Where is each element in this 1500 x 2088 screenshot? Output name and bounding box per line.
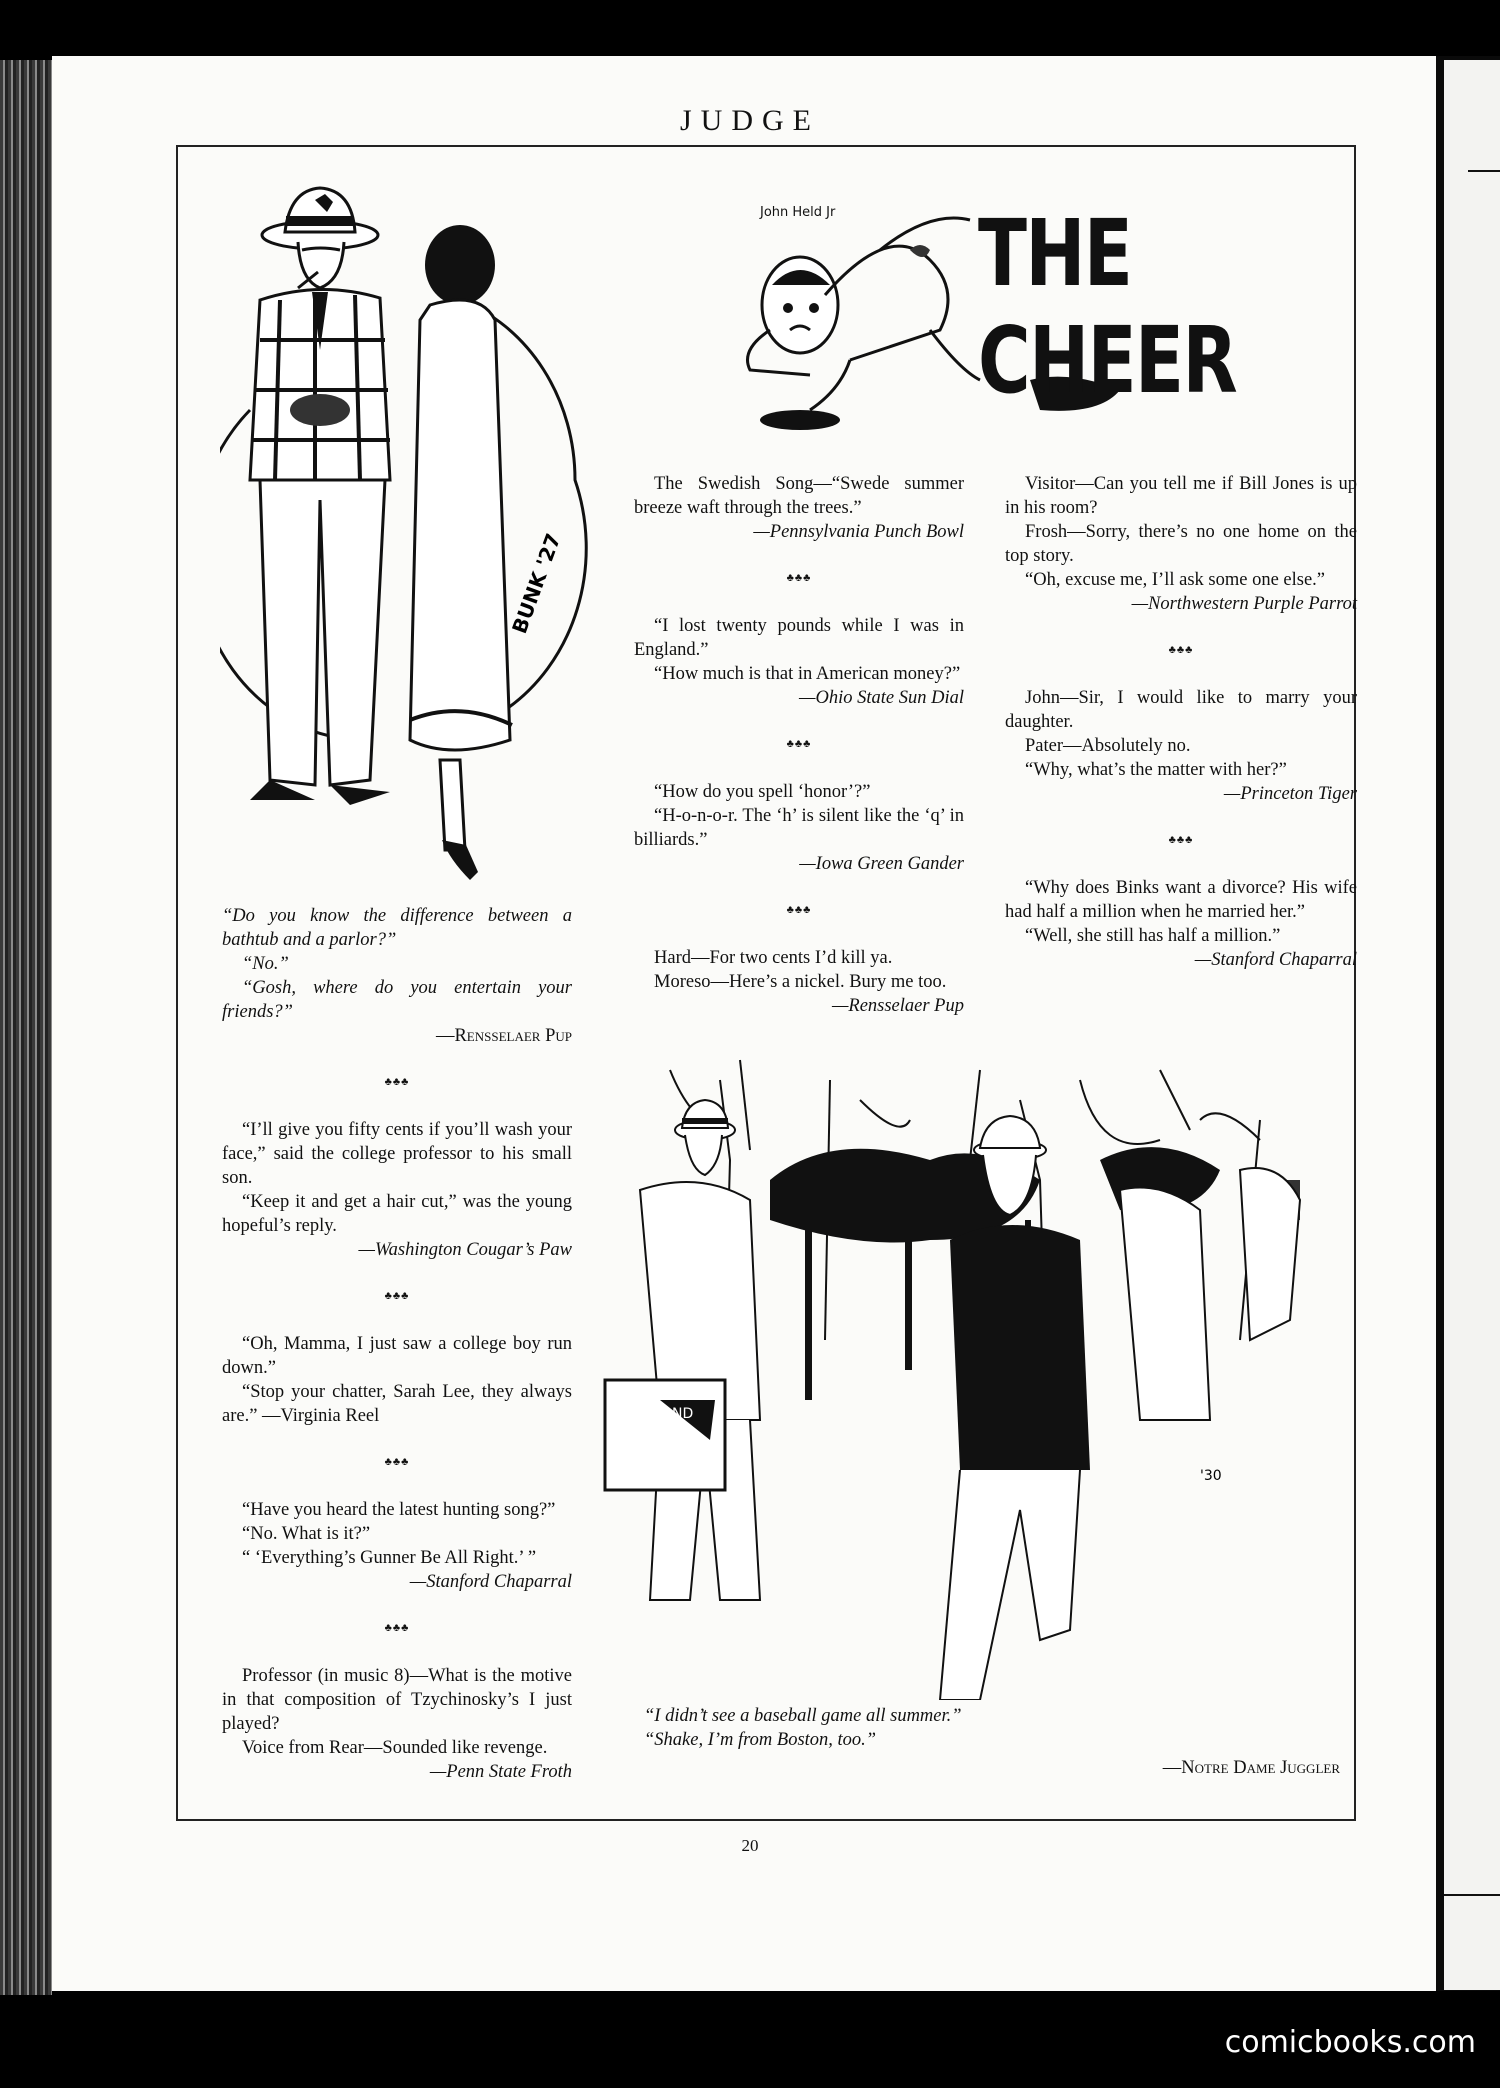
- joke-line: “Keep it and get a hair cut,” was the young hopeful’s reply.: [222, 1192, 572, 1236]
- book-spine-edge: [0, 60, 52, 1995]
- joke-line: “Stop your chatter, Sarah Lee, they always are.” —Virginia Reel: [222, 1382, 572, 1426]
- artist-date: '30: [1200, 1468, 1222, 1484]
- joke-line: “I’ll give you fifty cents if you’ll wash your face,” said the college professor to his small son.: [222, 1120, 572, 1188]
- cheer-illustration: [730, 200, 990, 450]
- joke-line: Visitor—Can you tell me if Bill Jones is up in his room?: [1005, 474, 1357, 518]
- joke-line: Professor (in music 8)—What is the motive in that composition of Tzychinosky’s I just played?: [222, 1666, 572, 1734]
- caption-line: “I didn’t see a baseball game all summer.”: [644, 1706, 962, 1726]
- joke-source: —Pennsylvania Punch Bowl: [753, 522, 964, 542]
- site-watermark: comicbooks.com: [1224, 2025, 1476, 2060]
- separator: ♣♣♣: [384, 1076, 410, 1088]
- joke-source: —Ohio State Sun Dial: [799, 688, 964, 708]
- joke-line: “H-o-n-o-r. The ‘h’ is silent like the ‘q’ in billiards.”: [634, 806, 964, 850]
- joke-line: “Well, she still has half a million.”: [1025, 926, 1281, 946]
- left-column: [222, 904, 572, 1784]
- caption-line: “Do you know the difference between a bathtub and a parlor?”: [222, 906, 572, 950]
- joke-line: Pater—Absolutely no.: [1025, 736, 1191, 756]
- joke-line: “How do you spell ‘honor’?”: [654, 782, 871, 802]
- joke-line: “ ‘Everything’s Gunner Be All Right.’ ”: [242, 1548, 537, 1568]
- joke-source: —Stanford Chaparral: [1194, 950, 1357, 970]
- bottom-caption-source: —Notre Dame Juggler: [1162, 1758, 1340, 1778]
- joke-line: Moreso—Here’s a nickel. Bury me too.: [654, 972, 947, 992]
- joke-line: “Why, what’s the matter with her?”: [1025, 760, 1287, 780]
- cheer-signature: John Held Jr: [760, 205, 836, 220]
- separator: ♣♣♣: [786, 738, 812, 750]
- joke-line: “I lost twenty pounds while I was in England.”: [634, 616, 964, 660]
- joke-source: —Iowa Green Gander: [799, 854, 964, 874]
- bottom-caption: [644, 1704, 1094, 1752]
- separator: ♣♣♣: [384, 1456, 410, 1468]
- joke-source: —Rensselaer Pup: [831, 996, 964, 1016]
- joke-source: —Washington Cougar’s Paw: [358, 1240, 572, 1260]
- joke-source: —Northwestern Purple Parrot: [1131, 594, 1357, 614]
- joke-line: “Oh, excuse me, I’ll ask some one else.”: [1025, 570, 1326, 590]
- right-column: [1005, 472, 1357, 972]
- joke-line: Voice from Rear—Sounded like revenge.: [242, 1738, 548, 1758]
- joke-line: John—Sir, I would like to marry your daughter.: [1005, 688, 1357, 732]
- joke-line: “Why does Binks want a divorce? His wife had half a million when he married her.”: [1005, 878, 1357, 922]
- masthead: JUDGE: [680, 104, 820, 137]
- separator: ♣♣♣: [1168, 834, 1194, 846]
- cheer-title: THE CHEER: [978, 200, 1237, 414]
- caption-source: —Rensselaer Pup: [435, 1026, 572, 1046]
- joke-source: —Stanford Chaparral: [409, 1572, 572, 1592]
- joke-line: “Oh, Mamma, I just saw a college boy run down.”: [222, 1334, 572, 1378]
- joke-source: —Penn State Froth: [429, 1762, 572, 1782]
- campus-illustration: [600, 1040, 1340, 1700]
- caption-line: “Shake, I’m from Boston, too.”: [644, 1730, 877, 1750]
- separator: ♣♣♣: [384, 1290, 410, 1302]
- joke-line: Frosh—Sorry, there’s no one home on the top story.: [1005, 522, 1357, 566]
- separator: ♣♣♣: [786, 572, 812, 584]
- separator: ♣♣♣: [786, 904, 812, 916]
- joke-line: Hard—For two cents I’d kill ya.: [654, 948, 893, 968]
- page-number: 20: [741, 1836, 759, 1855]
- caption-line: “No.”: [242, 954, 289, 974]
- couple-illustration: [220, 180, 600, 900]
- joke-line: The Swedish Song—“Swede summer breeze waft through the trees.”: [634, 474, 964, 518]
- middle-column: [634, 472, 964, 1018]
- caption-line: “Gosh, where do you entertain your friends?”: [222, 978, 572, 1022]
- bunk-signature: BUNK '27: [507, 530, 566, 637]
- next-page-edge: [1444, 60, 1500, 1990]
- separator: ♣♣♣: [384, 1622, 410, 1634]
- separator: ♣♣♣: [1168, 644, 1194, 656]
- joke-line: “No. What is it?”: [242, 1524, 371, 1544]
- joke-line: “Have you heard the latest hunting song?”: [242, 1500, 556, 1520]
- joke-source: —Princeton Tiger: [1223, 784, 1357, 804]
- bag-lettering: ND: [672, 1406, 694, 1422]
- joke-line: “How much is that in American money?”: [654, 664, 961, 684]
